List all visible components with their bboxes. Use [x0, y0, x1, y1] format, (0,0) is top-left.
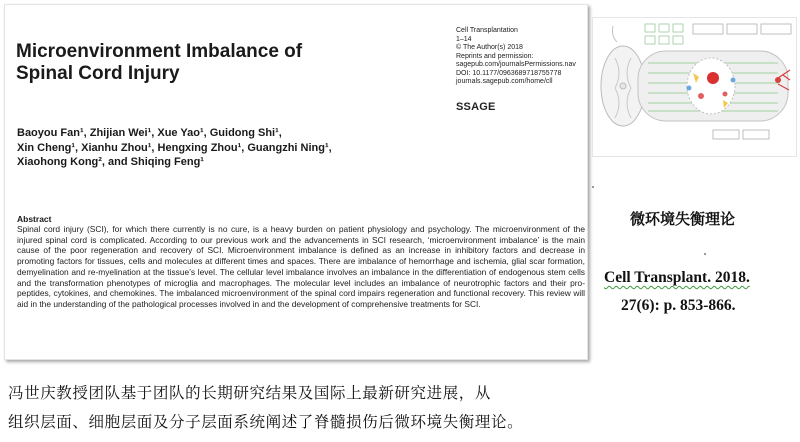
journal-line: DOI: 10.1177/0963689718755778 — [456, 69, 562, 77]
author-list — [17, 126, 437, 170]
citation-line-1: Cell Transplant. 2018. — [604, 269, 750, 286]
journal-info — [456, 27, 596, 87]
speck — [704, 253, 706, 255]
citation-line-2: 27(6): p. 853-866. — [621, 297, 736, 314]
author-line: Xin Cheng¹, Xianhu Zhou¹, Hengxing Zhou¹, Guangzhi Ning¹, — [17, 141, 332, 154]
journal-line: sagepub.com/journalsPermissions.nav — [456, 61, 576, 68]
journal-line: Cell Transplantation — [456, 27, 518, 34]
summary-line: 冯世庆教授团队基于团队的长期研究结果及国际上最新研究进展，从 — [8, 384, 492, 402]
author-line: Baoyou Fan¹, Zhijian Wei¹, Xue Yao¹, Guidong Shi¹, — [17, 127, 282, 139]
abstract-text: Spinal cord injury (SCI), for which there currently is no cure, is a heavy burden on patient physiology and psychology. The microenvironment of the injured spinal cord is complicated. According to our previous work and the advancements in SCI research, ‘microenvironment imbalance’ is the main cause of the poor regeneration and recovery of SCI. Microenvironment imbalance is defined as an increase in inhibitory factors and decrease in promoting factors for tissues, cells and molecules at different times and spaces. There are imbalance of hemorrhage and ischemia, glial scar formation, demyelination and re-myelination at the tissue’s level. The cellular level imbalance involves an imbalance in the differentiation of endogenous stem cells and the transformation phenotypes of microglia and macrophages. The molecular level includes an imbalance of neurotrophic factors and their pro-peptides, cytokines, and chemokines. The imbalanced microenvironment of the spinal cord impairs regeneration and functional recovery. This review will aid in the understanding of the pathological processes involved in and the development of comprehensive treatments for SCI. — [17, 224, 585, 309]
author-line: Xiaohong Kong², and Shiqing Feng¹ — [17, 156, 204, 168]
summary-line: 组织层面、细胞层面及分子层面系统阐述了脊髓损伤后微环境失衡理论。 — [8, 413, 524, 431]
journal-line: journals.sagepub.com/home/cll — [456, 78, 553, 85]
abstract-heading: Abstract — [17, 214, 52, 224]
sage-logo: SSAGE — [456, 101, 496, 113]
theory-title: 微环境失衡理论 — [630, 210, 736, 228]
paper-title: Microenvironment Imbalance of Spinal Cord Injury — [16, 41, 303, 84]
speck — [592, 186, 594, 188]
spinal-cord-schematic-figure — [592, 17, 797, 157]
paper-first-page — [4, 4, 588, 360]
journal-line: © The Author(s) 2018 — [456, 44, 523, 51]
journal-line: Reprints and permission: — [456, 52, 534, 60]
schematic-illustration — [593, 18, 796, 156]
journal-line: 1–14 — [456, 35, 472, 43]
